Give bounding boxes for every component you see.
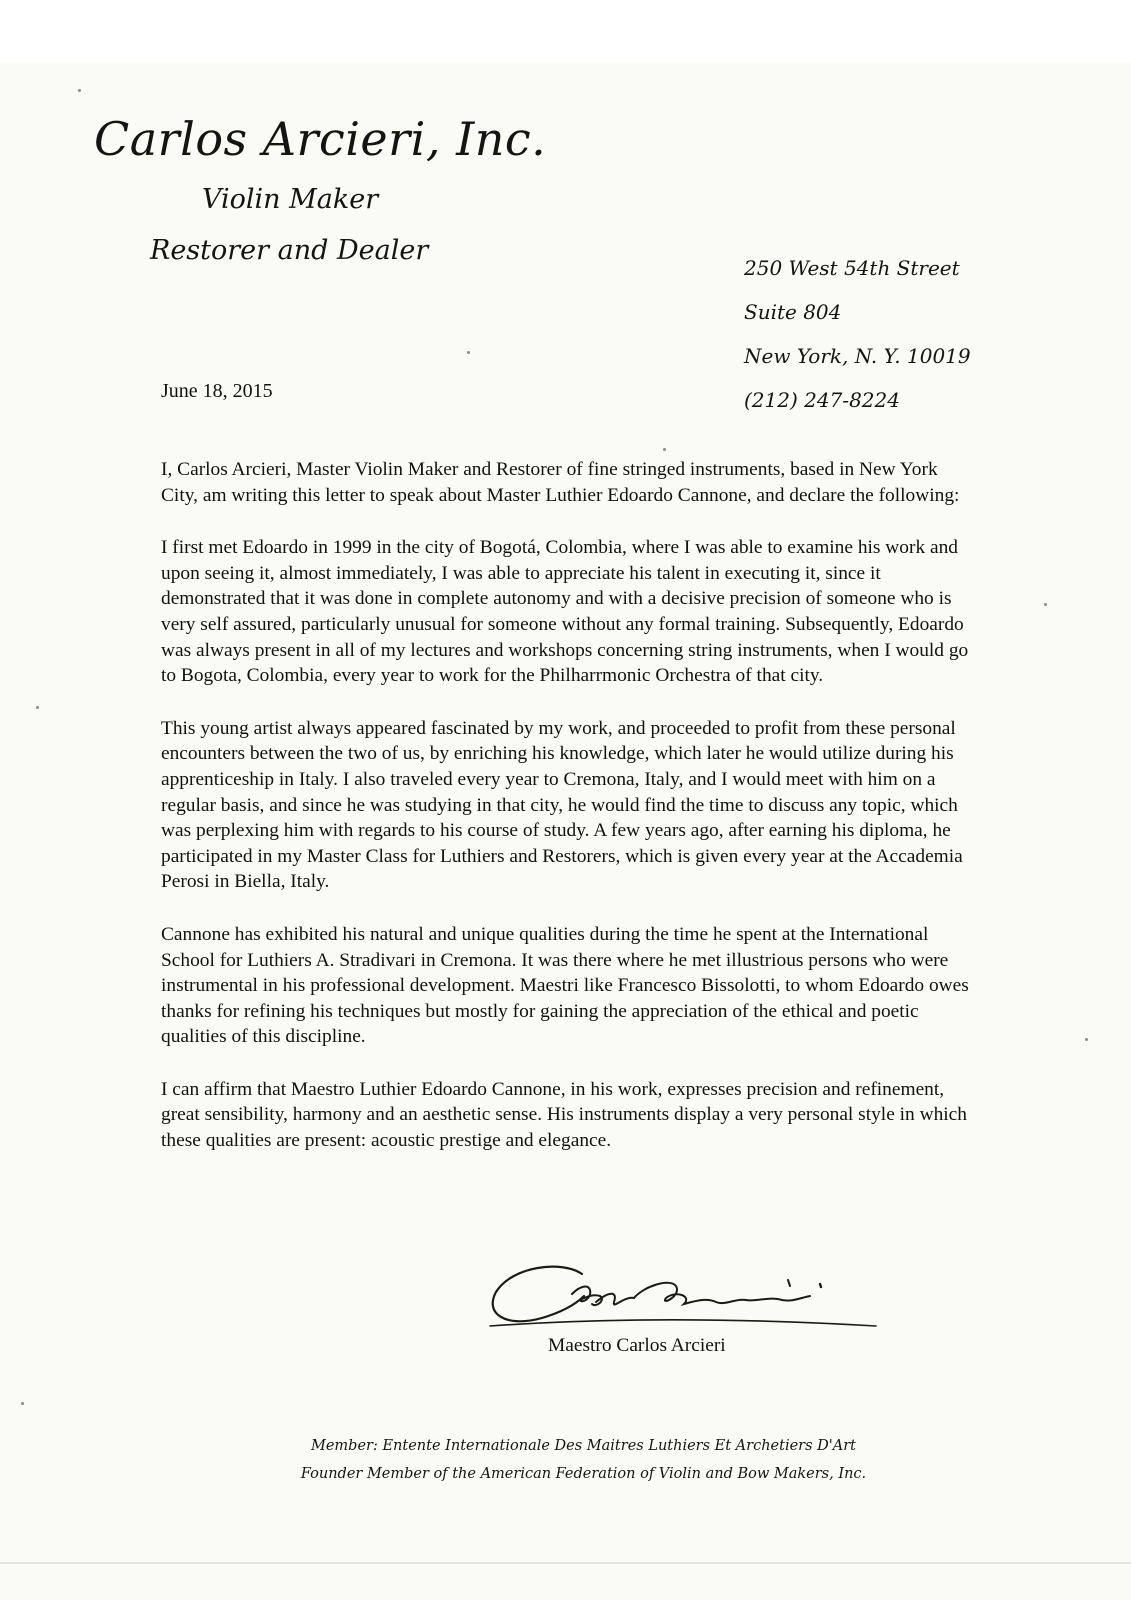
scan-speck (78, 89, 81, 92)
company-name: Carlos Arcieri, Inc. (94, 112, 547, 166)
body-paragraph: This young artist always appeared fascinated by my work, and proceeded to profit from these personal encounters between the two of us, by enriching his knowledge, which later he would utilize during his apprenticeship in Italy. I also traveled every year to Cremona, Italy, and I would meet with him on a regular basis, and since he was studying in that city, he would find the time to discuss any topic, which was perplexing him with regards to his course of study. A few years ago, after earning his diploma, he participated in my Master Class for Luthiers and Restorers, which is given every year at the Accademia Perosi in Biella, Italy. (161, 717, 963, 893)
handwritten-signature (484, 1256, 884, 1342)
body-paragraph: I, Carlos Arcieri, Master Violin Maker and Restorer of fine stringed instruments, based in New York City, am writing this letter to speak about Master Luthier Edoardo Cannone, and declare the following: (161, 459, 960, 506)
membership-footer (0, 1432, 1131, 1488)
address-street: 250 West 54th Street (744, 256, 960, 280)
scan-speck (663, 448, 666, 451)
body-paragraph: I first met Edoardo in 1999 in the city of Bogotá, Colombia, where I was able to examine his work and upon seeing it, almost immediately, I was able to appreciate his talent in executing it, since it demonstrated that it was done in complete autonomy and with a decisive precision of someone who is very self assured, particularly unusual for someone without any formal training. Subsequently, Edoardo was always present in all of my lectures and workshops concerning string instruments, when I would go to Bogota, Colombia, every year to work for the Philharrmonic Orchestra of that city. (161, 537, 969, 687)
company-address (744, 246, 971, 422)
body-paragraph: I can affirm that Maestro Luthier Edoardo Cannone, in his work, expresses precision and refinement, great sensibility, harmony and an aesthetic sense. His instruments display a very personal style in which these qualities are present: acoustic prestige and elegance. (161, 1078, 967, 1152)
address-city: New York, N. Y. 10019 (744, 344, 971, 368)
scan-speck (36, 706, 39, 709)
scan-top-margin (0, 0, 1131, 62)
signer-name: Maestro Carlos Arcieri (548, 1335, 726, 1356)
body-paragraph: Cannone has exhibited his natural and unique qualities during the time he spent at the International School for Luthiers A. Stradivari in Cremona. It was there where he met illustrious persons who were instrumental in his professional development. Maestri like Francesco Bissolotti, to whom Edoardo owes thanks for refining his techniques but mostly for gaining the appreciation of the ethical and poetic qualities of this discipline. (161, 923, 969, 1048)
footer-founder-line: Founder Member of the American Federation of Violin and Bow Makers, Inc. (300, 1466, 867, 1482)
letter-date: June 18, 2015 (161, 380, 273, 402)
footer-membership-line: Member: Entente Internationale Des Maitres Luthiers Et Archetiers D'Art (311, 1438, 856, 1454)
scan-speck (467, 351, 470, 354)
scan-speck (1044, 603, 1047, 606)
address-suite: Suite 804 (744, 300, 842, 324)
scan-speck (21, 1402, 24, 1405)
letter-body (161, 457, 971, 1181)
company-tagline-restorer-dealer: Restorer and Dealer (150, 235, 429, 266)
page-bottom-edge (0, 1562, 1131, 1564)
scan-speck (1085, 1038, 1088, 1041)
address-phone: (212) 247-8224 (744, 388, 900, 412)
company-tagline-violin-maker: Violin Maker (202, 184, 379, 215)
